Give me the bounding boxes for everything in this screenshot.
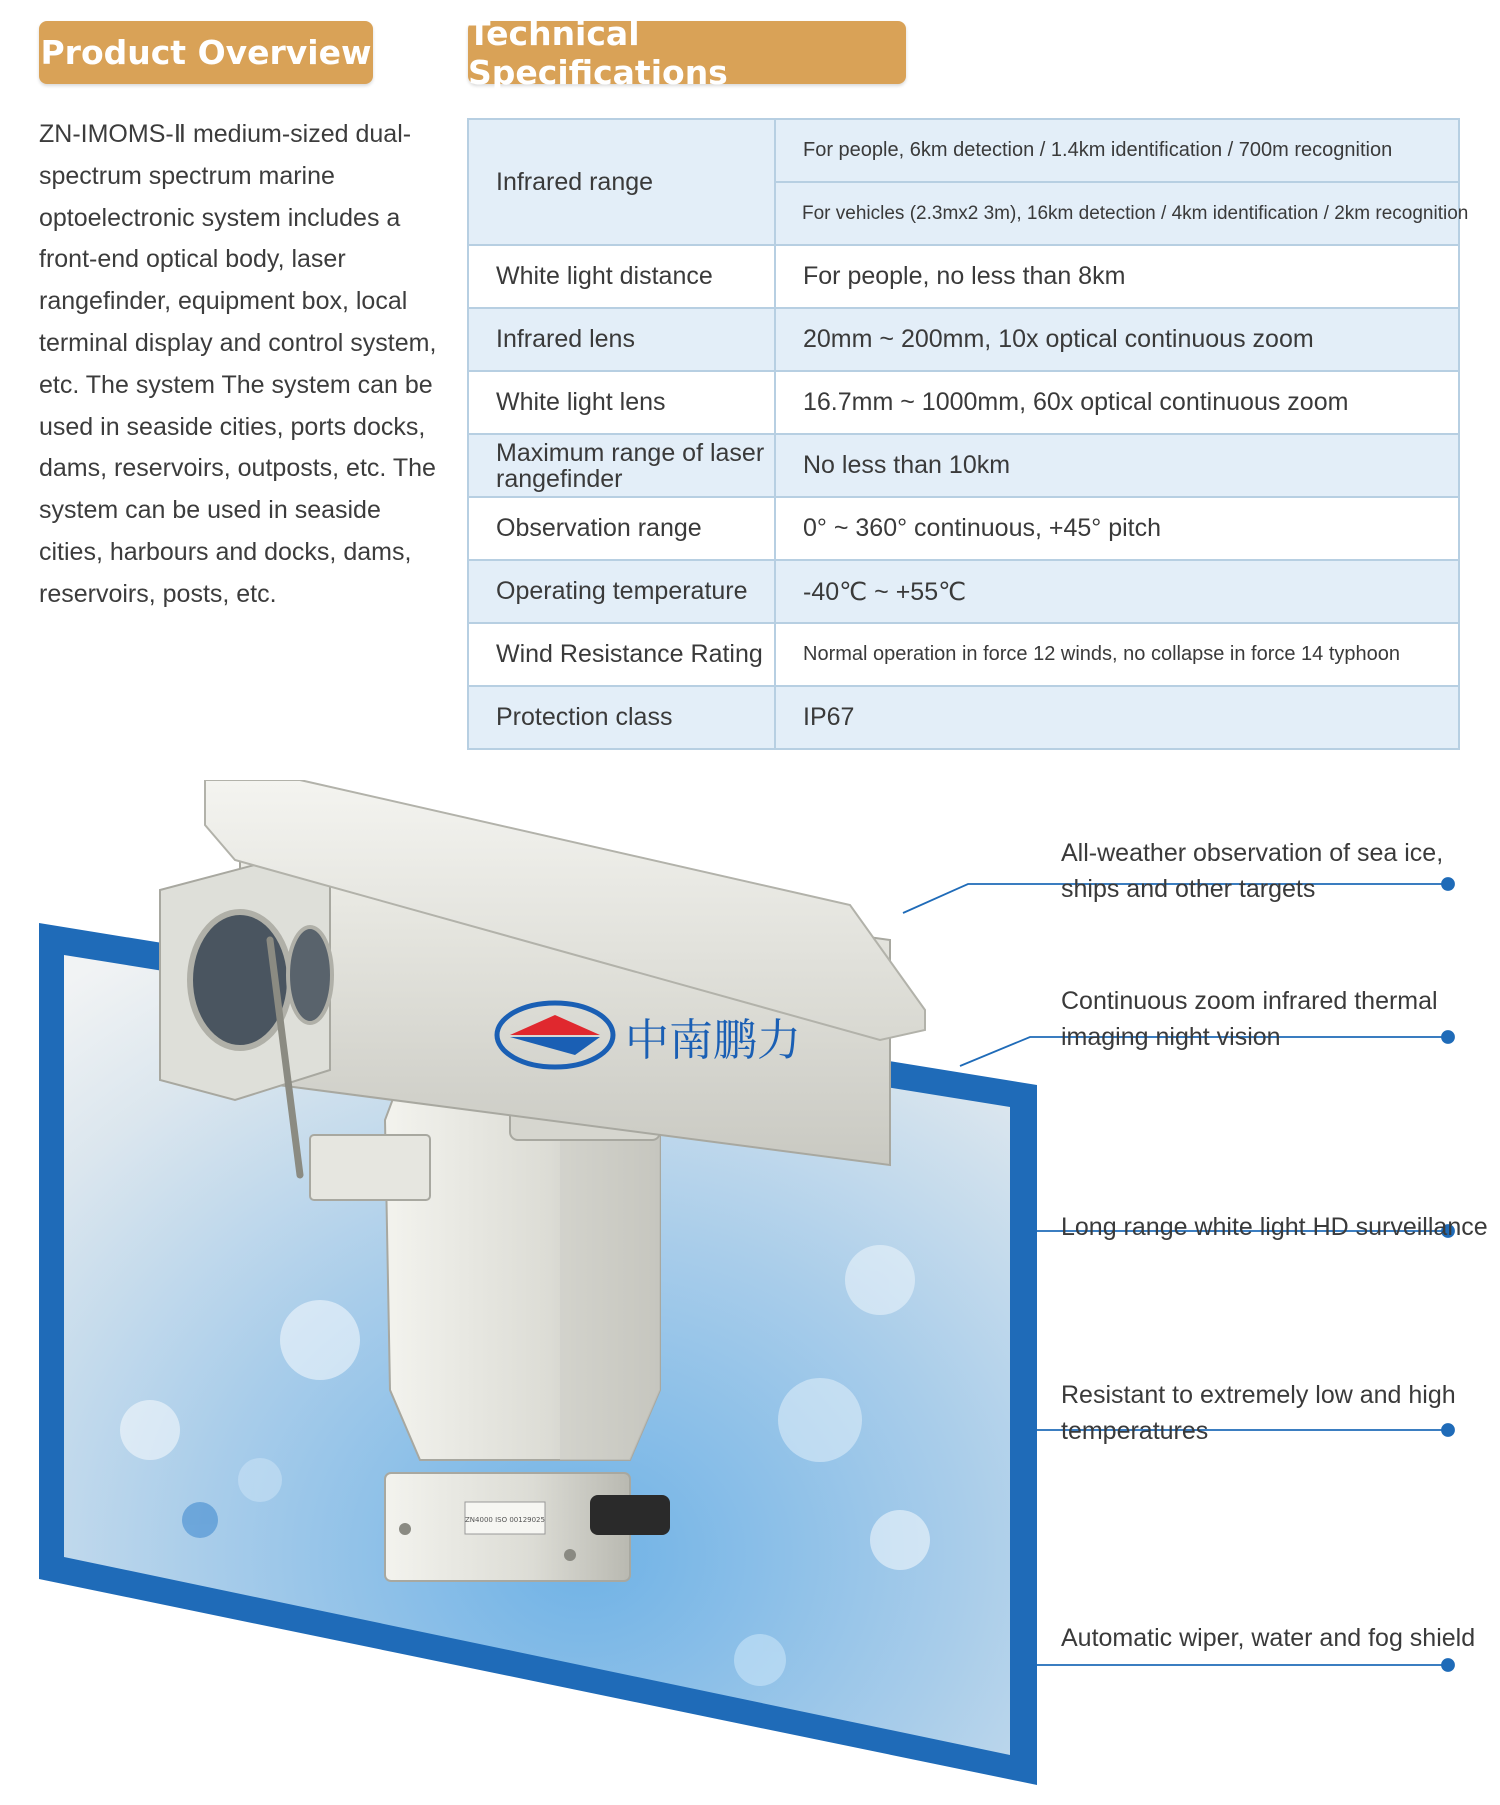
spec-value: For people, 6km detection / 1.4km identification / 700m recognition bbox=[775, 119, 1459, 182]
specifications-table bbox=[467, 118, 1469, 750]
white-light-lens-window bbox=[288, 927, 332, 1023]
company-logo-text: 中南鹏力 bbox=[625, 1015, 801, 1066]
spec-value: For vehicles (2.3mx2 3m), 16km detection / 4km identification / 2km recognition bbox=[775, 182, 1459, 245]
spec-value: -40℃ ~ +55℃ bbox=[775, 560, 1459, 623]
table-row bbox=[468, 245, 1459, 308]
table-row bbox=[468, 434, 1459, 497]
table-row bbox=[468, 308, 1459, 371]
product-overview-badge bbox=[39, 21, 373, 84]
spec-value: IP67 bbox=[775, 686, 1459, 749]
cable-connector bbox=[590, 1495, 670, 1535]
spec-value: For people, no less than 8km bbox=[775, 245, 1459, 308]
table-row bbox=[468, 560, 1459, 623]
spec-label: Wind Resistance Rating bbox=[468, 623, 775, 686]
product-overview-text: ZN-IMOMS-Ⅱ medium-sized dual-spectrum spectrum marine optoelectronic system includes a front-end optical body, laser rangefinder, equipment box, local terminal display and control system, etc. The system The system can be used in seaside cities, ports docks, dams, reservoirs, outposts, etc. The system can be used in seaside cities, harbours and docks, dams, reservoirs, posts, etc. bbox=[39, 120, 437, 608]
spec-label: White light distance bbox=[468, 245, 775, 308]
spec-value: No less than 10km bbox=[775, 434, 1459, 497]
spec-label: Operating temperature bbox=[468, 560, 775, 623]
spec-value: 16.7mm ~ 1000mm, 60x optical continuous zoom bbox=[775, 371, 1459, 434]
table-row bbox=[468, 623, 1459, 686]
table-row bbox=[468, 497, 1459, 560]
spec-label: White light lens bbox=[468, 371, 775, 434]
feature-white-light-surveillance: Long range white light HD surveillance bbox=[1061, 1213, 1488, 1241]
product-overview-title: Product Overview bbox=[40, 33, 372, 72]
label-plate-text: ZN4000 ISO 00129025 bbox=[465, 1516, 545, 1524]
feature-wiper-fog-shield: Automatic wiper, water and fog shield bbox=[1061, 1624, 1476, 1652]
table-row bbox=[468, 686, 1459, 749]
spec-value: 0° ~ 360° continuous, +45° pitch bbox=[775, 497, 1459, 560]
table-row bbox=[468, 371, 1459, 434]
feature-infrared-night-vision: Continuous zoom infrared thermal imaging night vision bbox=[1061, 987, 1438, 1051]
feature-temperature-resistance: Resistant to extremely low and high temperatures bbox=[1061, 1381, 1456, 1445]
wiper-box bbox=[310, 1135, 430, 1200]
spec-label: Infrared lens bbox=[468, 308, 775, 371]
technical-specifications-badge bbox=[468, 13, 906, 92]
spec-label: Observation range bbox=[468, 497, 775, 560]
spec-value: 20mm ~ 200mm, 10x optical continuous zoom bbox=[775, 308, 1459, 371]
technical-specifications-title: Technical Specifications bbox=[468, 13, 728, 92]
spec-value: Normal operation in force 12 winds, no collapse in force 14 typhoon bbox=[775, 623, 1459, 686]
table-row bbox=[468, 119, 1459, 182]
feature-all-weather: All-weather observation of sea ice, ships and other targets bbox=[1061, 839, 1444, 903]
spec-label: Maximum range of laser rangefinder bbox=[468, 434, 775, 497]
spec-label: Protection class bbox=[468, 686, 775, 749]
spec-label: Infrared range bbox=[468, 119, 775, 245]
